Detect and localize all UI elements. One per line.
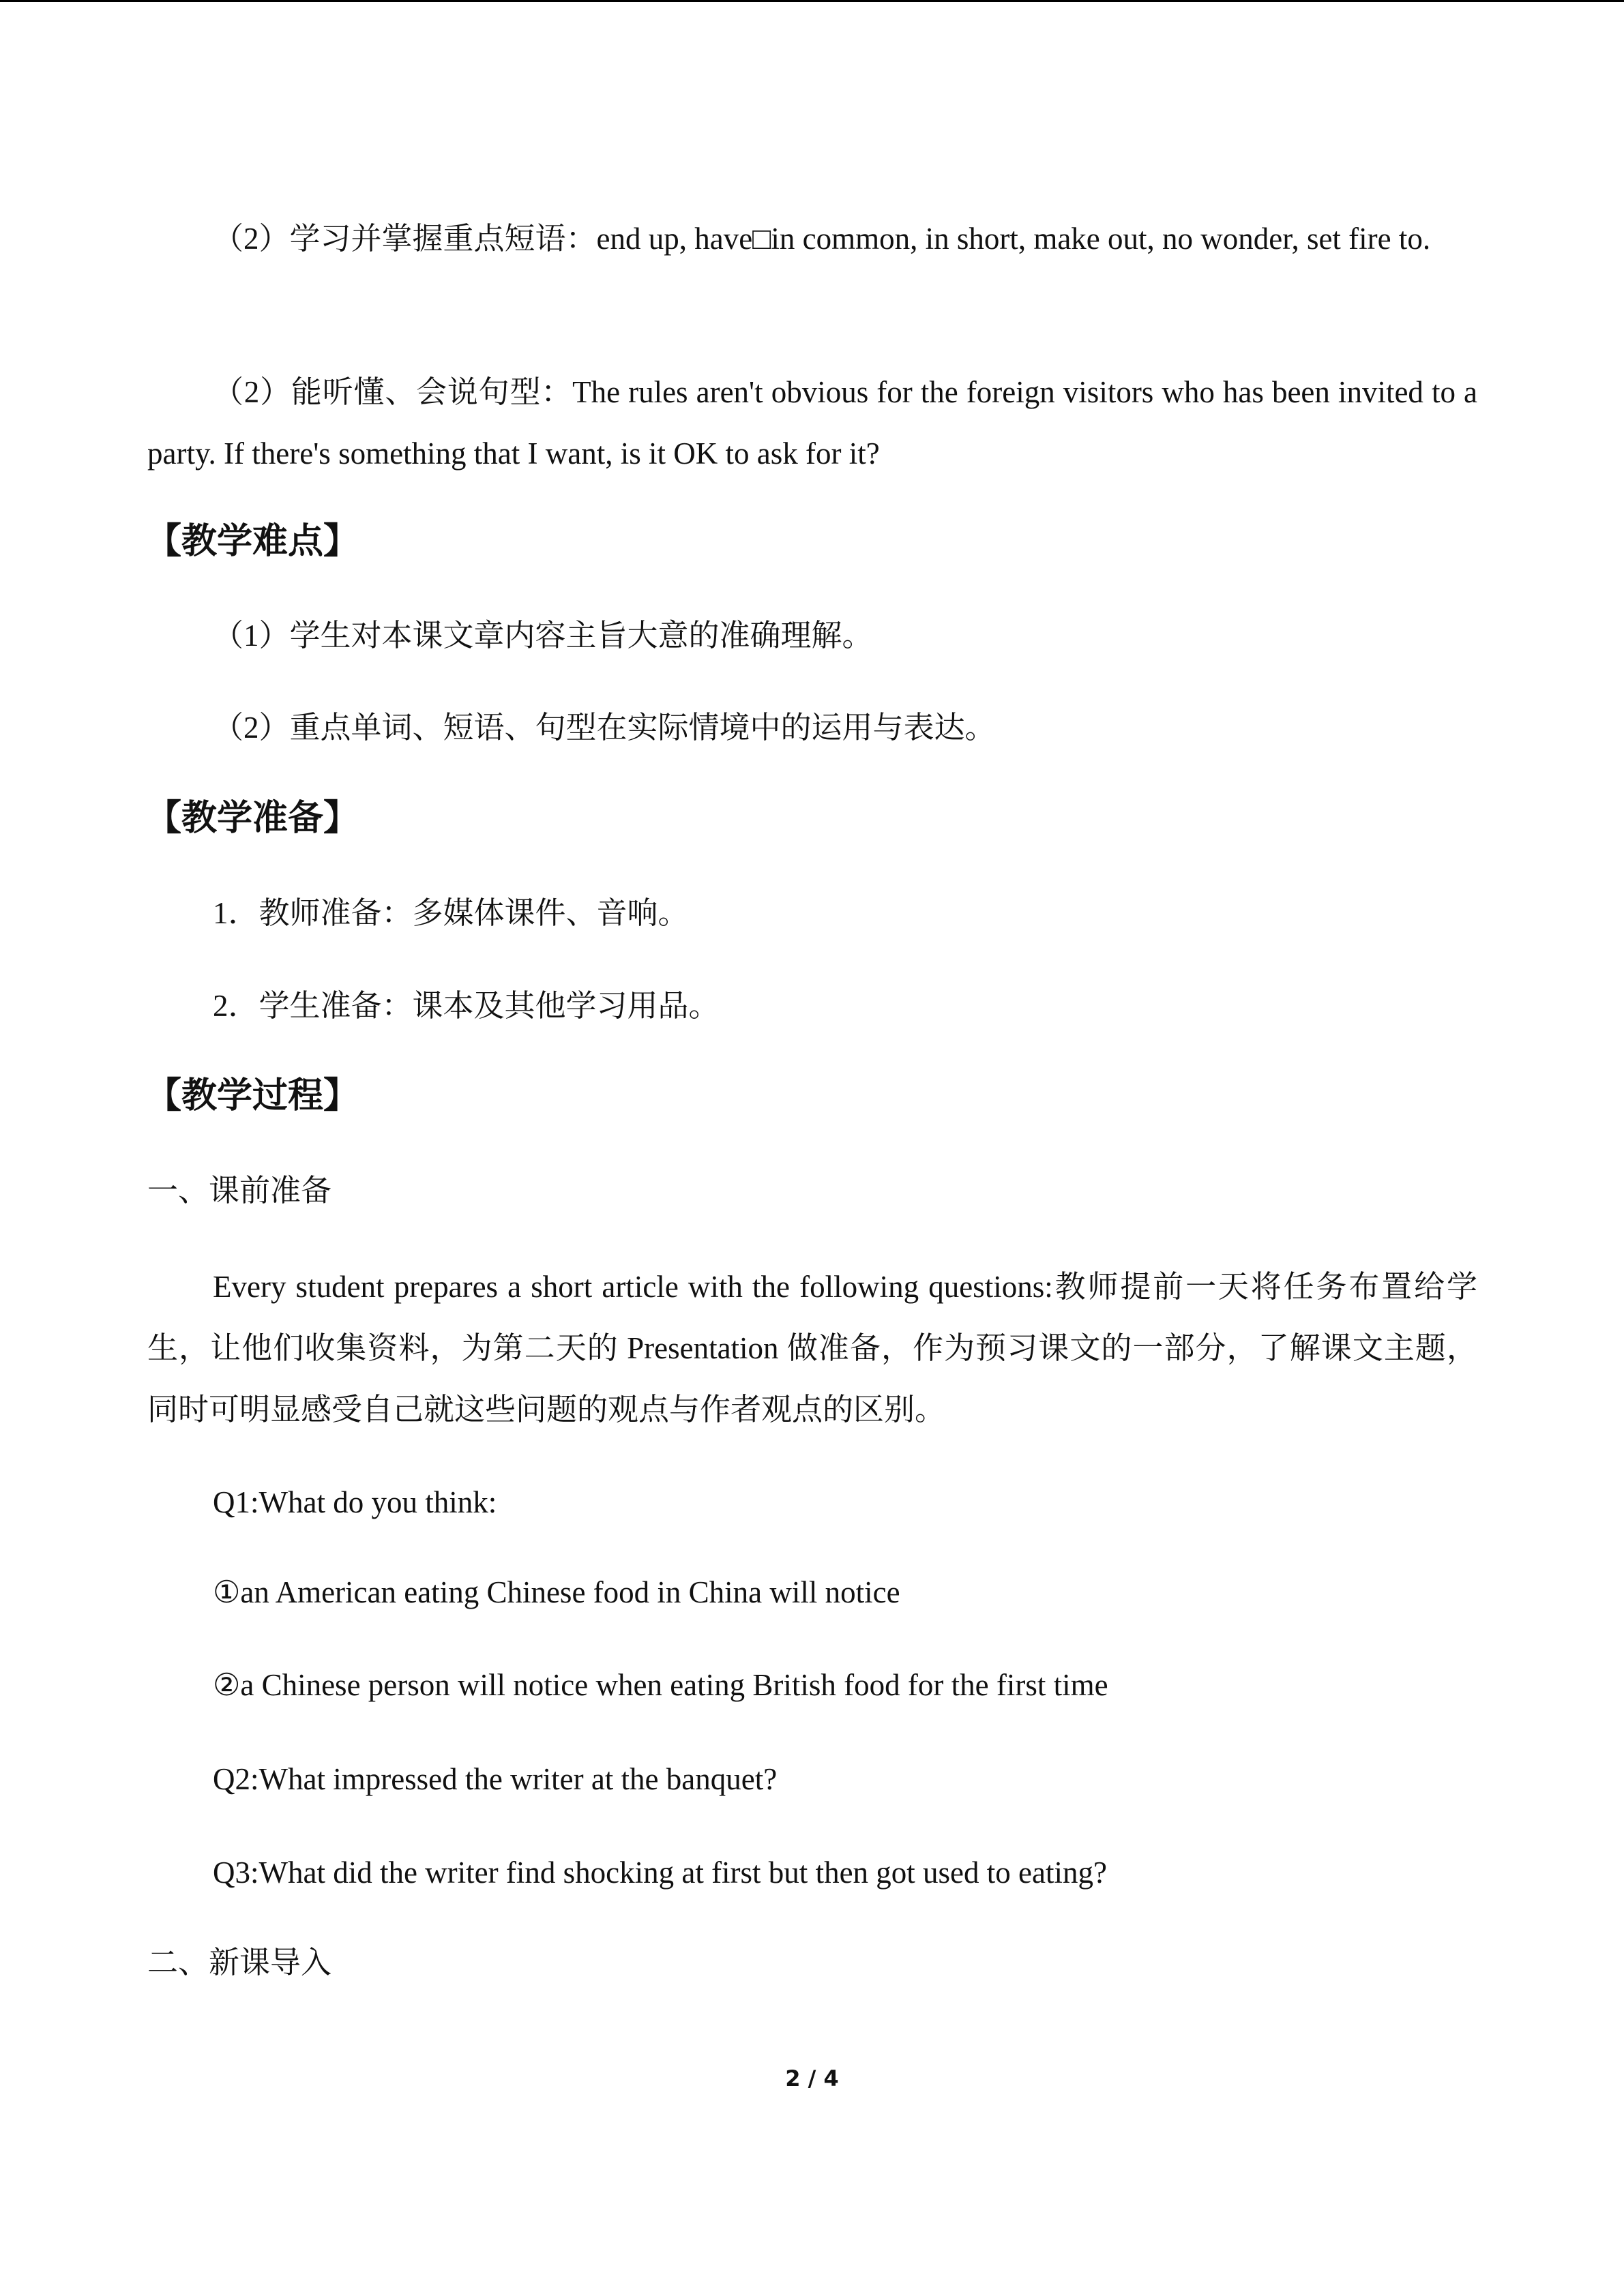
difficulty-item-1: （1）学生对本课文章内容主旨大意的准确理解。 xyxy=(213,618,873,653)
page-number: 2 / 4 xyxy=(785,2066,839,2091)
preparation-item-2: 2．学生准备：课本及其他学习用品。 xyxy=(213,989,720,1023)
preparation-item-1: 1．教师准备：多媒体课件、音响。 xyxy=(213,896,689,930)
question-1: Q1:What do you think: xyxy=(213,1485,497,1519)
preparation-heading: 【教学准备】 xyxy=(146,798,359,839)
section-one-title: 一、课前准备 xyxy=(147,1174,332,1208)
sentences-paragraph: （2）能听懂、会说句型：The rules aren't obvious for the foreign visitors who has been invited to a party. If there's something that I want, is it OK to ask for it? xyxy=(147,375,1477,471)
question-3: Q3:What did the writer find shocking at first but then got used to eating? xyxy=(213,1855,1107,1890)
difficulties-heading: 【教学难点】 xyxy=(146,521,359,562)
question-2: Q2:What impressed the writer at the banquet? xyxy=(213,1762,778,1796)
phrases-paragraph: （2）学习并掌握重点短语：end up, have□in common, in short, make out, no wonder, set fire to. xyxy=(213,222,1431,256)
question-1-item-b: ②a Chinese person will notice when eating British food for the first time xyxy=(213,1668,1108,1702)
difficulty-item-2: （2）重点单词、短语、句型在实际情境中的运用与表达。 xyxy=(213,711,996,745)
process-heading: 【教学过程】 xyxy=(146,1075,359,1116)
question-1-item-a: ①an American eating Chinese food in China will notice xyxy=(213,1575,900,1609)
section-two-title: 二、新课导入 xyxy=(147,1945,332,1980)
pre-class-paragraph: Every student prepares a short article with the following questions:教师提前一天将任务布置给学生，让他们收集资料，为第二天的 Presentation 做准备，作为预习课文的一部分，了解课文主题，同时可明显感受自己就这些问题的观点与作者观点的区别。 xyxy=(147,1270,1477,1427)
